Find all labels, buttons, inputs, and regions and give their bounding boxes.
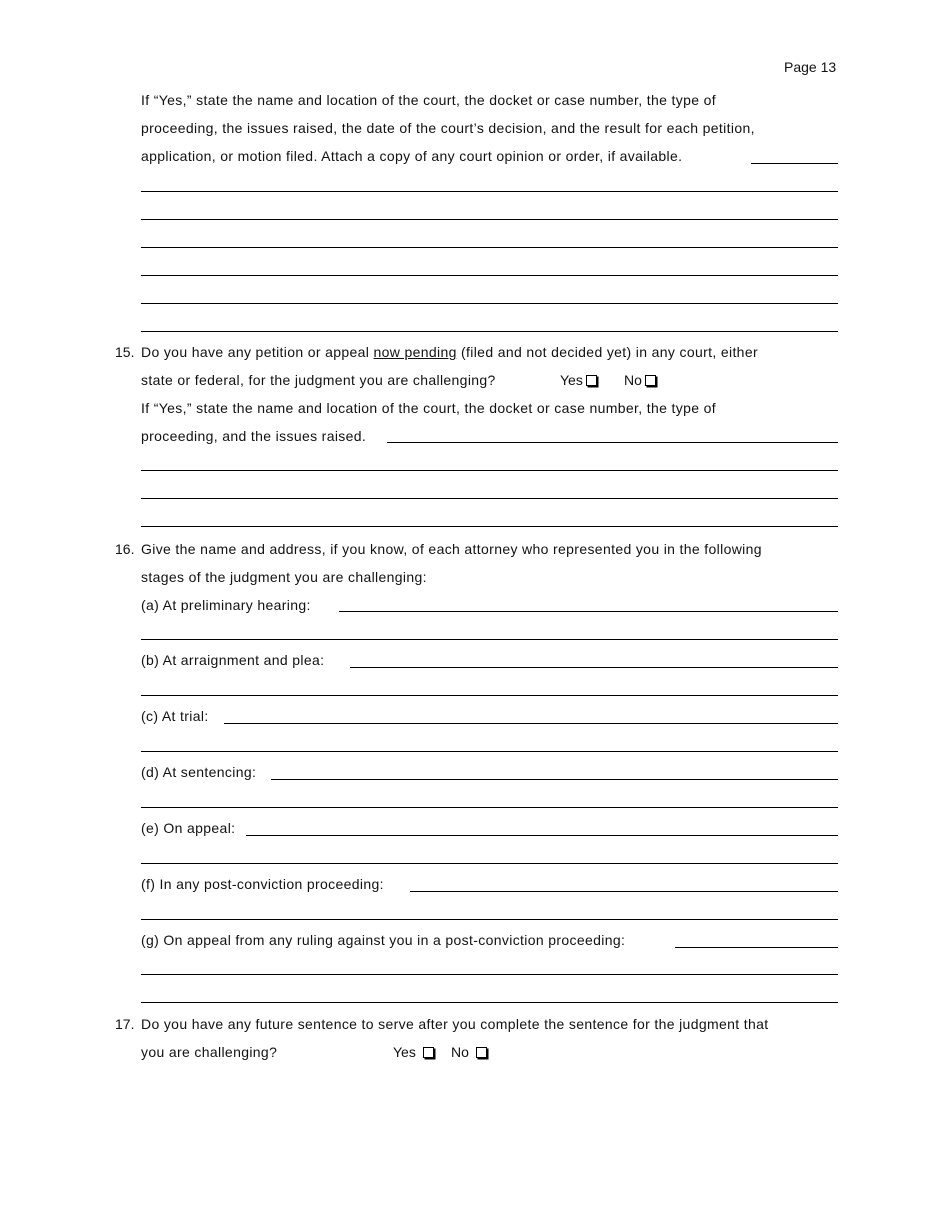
- item17-no-checkbox[interactable]: [476, 1047, 487, 1058]
- item16f-label: (f) In any post-conviction proceeding:: [141, 876, 384, 892]
- item16c-field[interactable]: [224, 723, 838, 724]
- item14-answer-field[interactable]: [751, 163, 838, 164]
- item14-text-line3: application, or motion filed. Attach a copy of any court opinion or order, if available.: [141, 148, 683, 164]
- item15-no-option[interactable]: No: [624, 372, 656, 388]
- item16g-field-line2[interactable]: [141, 974, 838, 975]
- item16e-field[interactable]: [246, 835, 838, 836]
- item16a-label: (a) At preliminary hearing:: [141, 597, 311, 613]
- item17-no-option[interactable]: No: [451, 1044, 487, 1060]
- item17-yes-option[interactable]: Yes: [393, 1044, 434, 1060]
- item15-instruction-line2: proceeding, and the issues raised.: [141, 428, 367, 444]
- item16a-field[interactable]: [339, 611, 838, 612]
- item14-answer-line[interactable]: [141, 219, 838, 220]
- item16d-label: (d) At sentencing:: [141, 764, 257, 780]
- item15-instruction-line1: If “Yes,” state the name and location of the court, the docket or case number, the type of: [141, 400, 716, 416]
- item16b-label: (b) At arraignment and plea:: [141, 652, 325, 668]
- item17-question-line2: you are challenging?: [141, 1044, 278, 1060]
- item16f-field-line2[interactable]: [141, 919, 838, 920]
- item16c-field-line2[interactable]: [141, 751, 838, 752]
- item16-question-line1: Give the name and address, if you know, of each attorney who represented you in the following: [141, 541, 762, 557]
- item15-answer-line[interactable]: [141, 470, 838, 471]
- item15-number: 15.: [115, 344, 135, 360]
- item14-text-line1: If “Yes,” state the name and location of the court, the docket or case number, the type of: [141, 92, 716, 108]
- item16-question-line2: stages of the judgment you are challenging:: [141, 569, 427, 585]
- now-pending-text: now pending: [373, 344, 457, 360]
- item14-answer-line[interactable]: [141, 275, 838, 276]
- item16e-label: (e) On appeal:: [141, 820, 236, 836]
- item16g-label: (g) On appeal from any ruling against you in a post-conviction proceeding:: [141, 932, 626, 948]
- item16b-field-line2[interactable]: [141, 695, 838, 696]
- item14-text-line2: proceeding, the issues raised, the date of the court’s decision, and the result for each petition,: [141, 120, 755, 136]
- item16a-field-line2[interactable]: [141, 639, 838, 640]
- item17-yes-checkbox[interactable]: [423, 1047, 434, 1058]
- item14-answer-line[interactable]: [141, 191, 838, 192]
- item15-answer-field[interactable]: [387, 442, 838, 443]
- item16g-field-line3[interactable]: [141, 1002, 838, 1003]
- item16e-field-line2[interactable]: [141, 863, 838, 864]
- item14-answer-line[interactable]: [141, 247, 838, 248]
- item15-yes-checkbox[interactable]: [586, 375, 597, 386]
- item16-number: 16.: [115, 541, 135, 557]
- item16d-field[interactable]: [271, 779, 838, 780]
- item16g-field[interactable]: [675, 947, 838, 948]
- item17-number: 17.: [115, 1016, 135, 1032]
- item16b-field[interactable]: [350, 667, 838, 668]
- item14-answer-line[interactable]: [141, 303, 838, 304]
- item15-answer-line[interactable]: [141, 498, 838, 499]
- item16c-label: (c) At trial:: [141, 708, 209, 724]
- item15-question-line1: Do you have any petition or appeal now pending (filed and not decided yet) in any court, either: [141, 344, 758, 360]
- item16d-field-line2[interactable]: [141, 807, 838, 808]
- item15-answer-line[interactable]: [141, 526, 838, 527]
- item17-question-line1: Do you have any future sentence to serve after you complete the sentence for the judgment that: [141, 1016, 769, 1032]
- item15-no-checkbox[interactable]: [645, 375, 656, 386]
- page-number: Page 13: [784, 59, 837, 75]
- item15-question-line2: state or federal, for the judgment you are challenging?: [141, 372, 496, 388]
- item15-yes-option[interactable]: Yes: [560, 372, 597, 388]
- item14-answer-line[interactable]: [141, 331, 838, 332]
- item16f-field[interactable]: [410, 891, 838, 892]
